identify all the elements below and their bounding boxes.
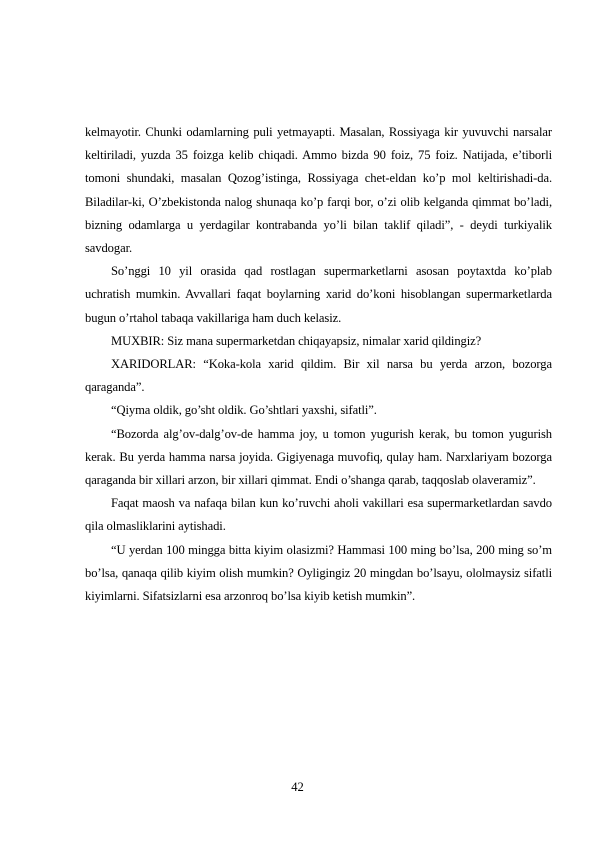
- paragraph-4: XARIDORLAR: “Koka-kola xarid qildim. Bir xil narsa bu yerda arzon, bozorga qaraganda”.: [85, 357, 552, 395]
- paragraph-6: “Bozorda alg’ov-dalg’ov-de hamma joy, u tomon yugurish kerak, bu tomon yugurish kerak. Bu yerda hamma narsa joyida. Gigiyenaga muvofiq, qulay ham. Narxlariyam bozorga qaraganda bir xillari arzon, bir xillari qimmat. Endi o’shanga qarab, taqqoslab olaveramiz”.: [85, 426, 552, 488]
- page-number: 42: [291, 780, 304, 794]
- document-body: [85, 121, 552, 608]
- paragraph-2: So’nggi 10 yil orasida qad rostlagan supermarketlarni asosan poytaxtda ko’plab uchratish mumkin. Avvallari faqat boylarning xarid do’koni hisoblangan supermarketlarda bugun o’rtahol tabaqa vakillariga ham duch kelasiz.: [85, 264, 552, 325]
- paragraph-5: “Qiyma oldik, go’sht oldik. Go’shtlari yaxshi, sifatli”.: [111, 403, 377, 418]
- paragraph-8: “U yerdan 100 mingga bitta kiyim olasizmi? Hammasi 100 ming bo’lsa, 200 ming so’m bo’lsa, qanaqa qilib kiyim olish mumkin? Oyligingiz 20 mingdan bo’lsayu, ololmaysiz sifatli kiyimlarni. Sifatsizlarni esa arzonroq bo’lsa kiyib ketish mumkin”.: [85, 542, 552, 604]
- paragraph-7: Faqat maosh va nafaqa bilan kun ko’ruvchi aholi vakillari esa supermarketlardan savdo qila olmasliklarini aytishadi.: [85, 496, 552, 534]
- paragraph-3: MUXBIR: Siz mana supermarketdan chiqayapsiz, nimalar xarid qildingiz?: [111, 333, 482, 348]
- paragraph-1: kelmayotir. Chunki odamlarning puli yetmayapti. Masalan, Rossiyaga kir yuvuvchi narsalar keltiriladi, yuzda 35 foizga kelib chiqadi. Ammo bizda 90 foiz, 75 foiz. Natijada, e’tiborli tomoni shundaki, masalan Qozog’istinga, Rossiyaga chet-eldan ko’p mol keltirishadi-da. Biladilar-ki, O’zbekistonda nalog shunaqa ko’p farqi bor, o’zi olib kelganda qimmat bo’ladi, bizning odamlarga u yerdagilar kontrabanda yo’li bilan taklif qiladi”, - deydi turkiyalik savdogar.: [85, 125, 552, 256]
